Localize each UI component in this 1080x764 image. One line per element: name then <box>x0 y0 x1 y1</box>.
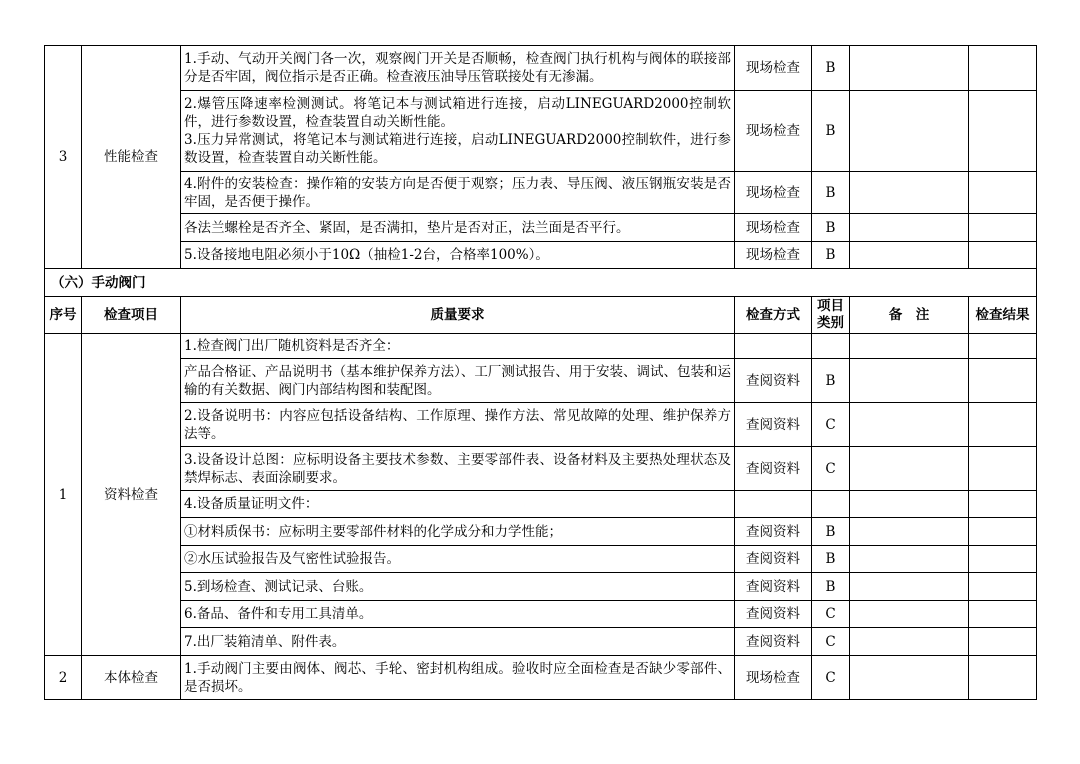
remark-cell <box>850 447 969 491</box>
result-cell <box>969 334 1037 359</box>
table-row <box>45 601 1037 628</box>
result-cell <box>969 447 1037 491</box>
remark-cell <box>850 403 969 447</box>
item-category: B <box>812 518 850 546</box>
remark-cell <box>850 628 969 656</box>
section-title: （六）手动阀门 <box>45 269 1037 297</box>
inspection-table <box>44 45 1037 700</box>
quality-requirement: 1.手动、气动开关阀门各一次，观察阀门开关是否顺畅，检查阀门执行机构与阀体的联接部分是否牢固，阀位指示是否正确。检查液压油导压管联接处有无渗漏。 <box>181 46 735 91</box>
table-row <box>45 214 1037 242</box>
quality-requirement: 产品合格证、产品说明书（基本维护保养方法）、工厂测试报告、用于安装、调试、包装和运输的有关数据、阀门内部结构图和装配图。 <box>181 359 735 403</box>
table-row <box>45 172 1037 214</box>
result-cell <box>969 518 1037 546</box>
check-item: 资料检查 <box>82 334 181 656</box>
header-method: 检查方式 <box>735 297 812 334</box>
quality-requirement: 1.手动阀门主要由阀体、阀芯、手轮、密封机构组成。验收时应全面检查是否缺少零部件、是否损坏。 <box>181 656 735 700</box>
remark-cell <box>850 214 969 242</box>
remark-cell <box>850 242 969 269</box>
header-requirement: 质量要求 <box>181 297 735 334</box>
quality-requirement: ②水压试验报告及气密性试验报告。 <box>181 546 735 573</box>
result-cell <box>969 91 1037 172</box>
check-method: 现场检查 <box>735 46 812 91</box>
check-item: 本体检查 <box>82 656 181 700</box>
quality-requirement: 2.设备说明书：内容应包括设备结构、工作原理、操作方法、常见故障的处理、维护保养方法等。 <box>181 403 735 447</box>
quality-requirement: 5.设备接地电阻必须小于10Ω（抽检1-2台，合格率100%）。 <box>181 242 735 269</box>
item-category: B <box>812 359 850 403</box>
quality-requirement: 1.检查阀门出厂随机资料是否齐全： <box>181 334 735 359</box>
remark-cell <box>850 491 969 518</box>
header-no: 序号 <box>45 297 82 334</box>
remark-cell <box>850 334 969 359</box>
check-method: 查阅资料 <box>735 628 812 656</box>
remark-cell <box>850 601 969 628</box>
table-row <box>45 518 1037 546</box>
item-category: C <box>812 403 850 447</box>
table-row <box>45 46 1037 91</box>
quality-requirement: 5.到场检查、测试记录、台账。 <box>181 573 735 601</box>
requirement-line: 2.爆管压降速率检测测试。将笔记本与测试箱进行连接，启动LINEGUARD2000控制软件，进行参数设置，检查装置自动关断性能。 <box>184 96 731 130</box>
table-row <box>45 573 1037 601</box>
quality-requirement: 3.设备设计总图：应标明设备主要技术参数、主要零部件表、设备材料及主要热处理状态及禁焊标志、表面涂刷要求。 <box>181 447 735 491</box>
remark-cell <box>850 656 969 700</box>
requirement-line: 3.压力异常测试，将笔记本与测试箱进行连接，启动LINEGUARD2000控制软件，进行参数设置，检查装置自动关断性能。 <box>184 132 731 166</box>
check-method: 现场检查 <box>735 214 812 242</box>
check-method: 现场检查 <box>735 91 812 172</box>
check-method: 现场检查 <box>735 172 812 214</box>
result-cell <box>969 601 1037 628</box>
header-result: 检查结果 <box>969 297 1037 334</box>
check-method: 查阅资料 <box>735 601 812 628</box>
result-cell <box>969 172 1037 214</box>
item-category <box>812 491 850 518</box>
result-cell <box>969 656 1037 700</box>
quality-requirement: 4.设备质量证明文件： <box>181 491 735 518</box>
check-method: 查阅资料 <box>735 403 812 447</box>
result-cell <box>969 573 1037 601</box>
item-category: B <box>812 546 850 573</box>
table-row <box>45 546 1037 573</box>
remark-cell <box>850 518 969 546</box>
item-category: B <box>812 172 850 214</box>
check-method <box>735 491 812 518</box>
quality-requirement <box>181 91 735 172</box>
header-row <box>45 297 1037 334</box>
table-row <box>45 334 1037 359</box>
item-category: B <box>812 46 850 91</box>
table-row <box>45 403 1037 447</box>
table-row <box>45 656 1037 700</box>
check-method: 现场检查 <box>735 656 812 700</box>
remark-cell <box>850 573 969 601</box>
result-cell <box>969 359 1037 403</box>
check-method: 查阅资料 <box>735 359 812 403</box>
table-row <box>45 447 1037 491</box>
check-method: 查阅资料 <box>735 518 812 546</box>
remark-cell <box>850 46 969 91</box>
remark-cell <box>850 546 969 573</box>
check-method: 查阅资料 <box>735 546 812 573</box>
result-cell <box>969 546 1037 573</box>
item-category: B <box>812 573 850 601</box>
quality-requirement: 4.附件的安装检查：操作箱的安装方向是否便于观察；压力表、导压阀、液压钢瓶安装是否牢固，是否便于操作。 <box>181 172 735 214</box>
table-row <box>45 91 1037 172</box>
table-row <box>45 628 1037 656</box>
item-category: B <box>812 91 850 172</box>
quality-requirement: 6.备品、备件和专用工具清单。 <box>181 601 735 628</box>
check-item: 性能检查 <box>82 46 181 269</box>
check-method <box>735 334 812 359</box>
result-cell <box>969 491 1037 518</box>
result-cell <box>969 628 1037 656</box>
quality-requirement: 7.出厂装箱清单、附件表。 <box>181 628 735 656</box>
row-number: 2 <box>45 656 82 700</box>
table-row <box>45 491 1037 518</box>
remark-cell <box>850 359 969 403</box>
remark-cell <box>850 91 969 172</box>
quality-requirement: 各法兰螺栓是否齐全、紧固，是否满扣，垫片是否对正，法兰面是否平行。 <box>181 214 735 242</box>
item-category: B <box>812 214 850 242</box>
header-item: 检查项目 <box>82 297 181 334</box>
result-cell <box>969 46 1037 91</box>
item-category: B <box>812 242 850 269</box>
row-number: 1 <box>45 334 82 656</box>
check-method: 查阅资料 <box>735 447 812 491</box>
check-method: 查阅资料 <box>735 573 812 601</box>
header-remark: 备 注 <box>850 297 969 334</box>
result-cell <box>969 242 1037 269</box>
row-number: 3 <box>45 46 82 269</box>
table-row <box>45 359 1037 403</box>
item-category: C <box>812 656 850 700</box>
result-cell <box>969 403 1037 447</box>
header-category: 项目类别 <box>812 297 850 334</box>
item-category: C <box>812 447 850 491</box>
item-category: C <box>812 601 850 628</box>
table-row <box>45 242 1037 269</box>
remark-cell <box>850 172 969 214</box>
section-title-row <box>45 269 1037 297</box>
item-category: C <box>812 628 850 656</box>
result-cell <box>969 214 1037 242</box>
check-method: 现场检查 <box>735 242 812 269</box>
quality-requirement: ①材料质保书：应标明主要零部件材料的化学成分和力学性能； <box>181 518 735 546</box>
item-category <box>812 334 850 359</box>
